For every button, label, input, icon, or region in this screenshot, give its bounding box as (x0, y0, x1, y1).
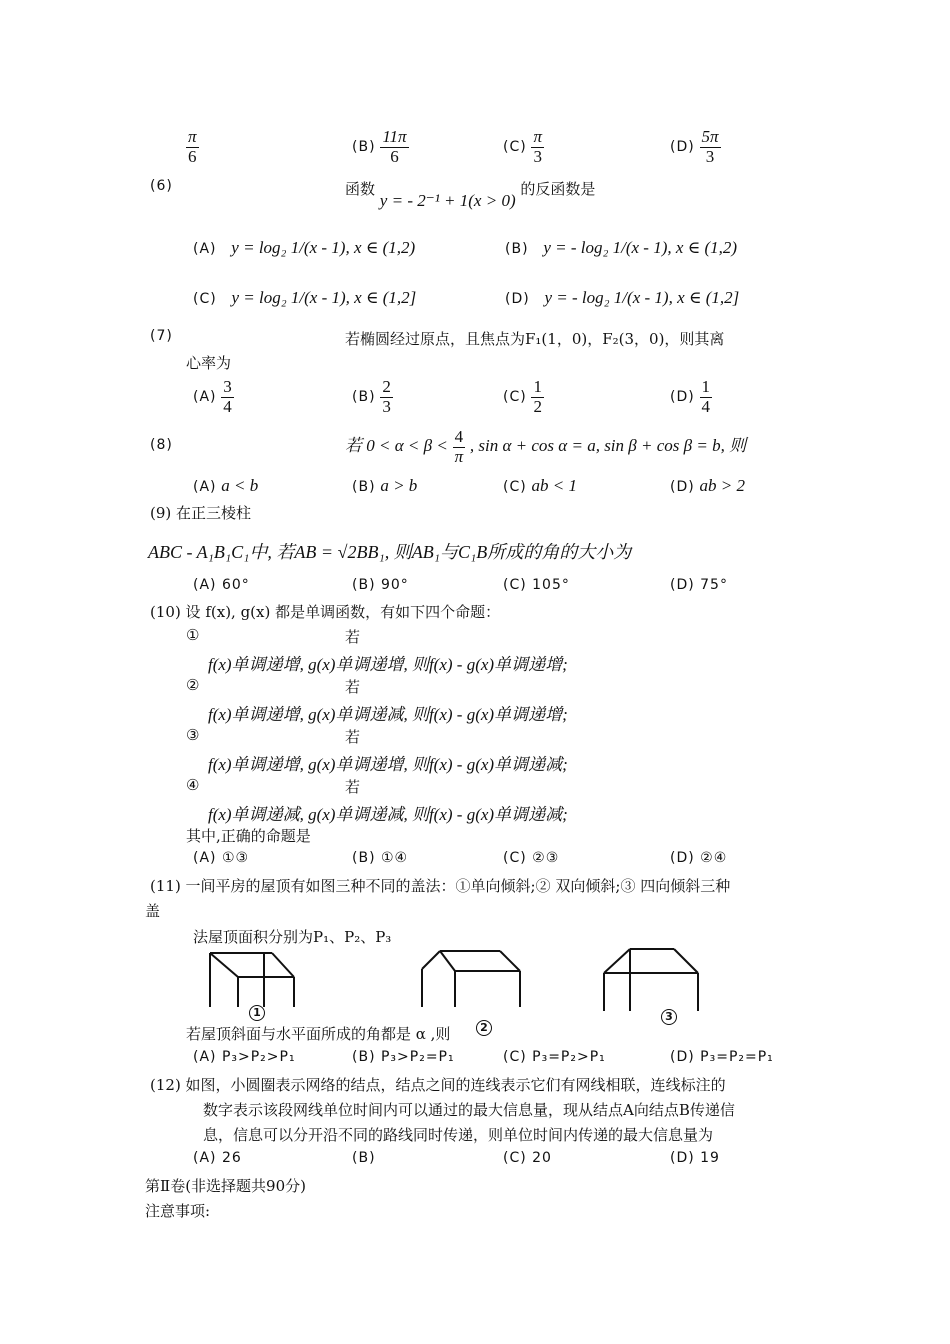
q11-option-d: (D) P₃=P₂=P₁ (670, 1049, 774, 1065)
q10-option-a: (A) ①③ (193, 850, 250, 866)
roof-figure-3 (604, 949, 698, 1011)
q11-option-b: (B) P₃>P₂=P₁ (352, 1049, 455, 1065)
q9-option-d: (D) 75° (670, 577, 728, 593)
roof-figure-3-label: 3 (661, 1009, 677, 1025)
q11-stem: (11) 一间平房的屋顶有如图三种不同的盖法：①单向倾斜;② 双向倾斜;③ 四向倾斜三种 (150, 877, 731, 895)
q6-option-d (505, 288, 739, 308)
q6-stem-math: y = - 2⁻¹ + 1(x > 0) (379, 191, 516, 210)
q10-option-d: (D) ②④ (670, 850, 728, 866)
q8-c-label: (C) (503, 479, 527, 495)
q5-option-b (352, 128, 409, 166)
q5-a-den: 6 (188, 146, 197, 166)
q8-number: (8) (150, 437, 173, 453)
q8-d-text: ab > 2 (699, 476, 745, 495)
q5-option-d-fraction (700, 128, 721, 166)
q10-item-2-mark: ② (186, 676, 200, 694)
q9-option-b: (B) 90° (352, 577, 409, 593)
q10-option-b: (B) ①④ (352, 850, 409, 866)
q9-option-a: (A) 60° (193, 577, 250, 593)
q6-d-text: y = - log₂ 1/(x - 1), x ∈ (1,2] (544, 288, 740, 307)
q8-frac-den: π (454, 446, 464, 466)
q7-c-den: 2 (533, 396, 542, 416)
q8-stem-post: , sin α + cos α = a, sin β + cos β = b, 则 (469, 436, 747, 456)
q7-b-num: 2 (382, 377, 391, 396)
q5-d-label: (D) (670, 139, 695, 156)
q8-a-label: (A) (193, 479, 217, 495)
q5-c-den: 3 (533, 146, 542, 166)
q7-option-d (670, 378, 712, 416)
q9-math: ABC - A₁B₁C₁中, 若AB = √2BB₁, 则AB₁与C₁B所成的角的大小为 (148, 542, 632, 562)
q7-a-den: 4 (223, 396, 232, 416)
roof-figure-1-label: 1 (249, 1005, 265, 1021)
q6-b-text: y = - log₂ 1/(x - 1), x ∈ (1,2) (543, 238, 738, 257)
q10-item-4-text: f(x)单调递减, g(x)单调递减, 则f(x) - g(x)单调递减; (208, 805, 568, 824)
roof-figure-2-label: 2 (476, 1020, 492, 1036)
q8-option-b (352, 476, 417, 496)
q7-number: (7) (150, 328, 173, 344)
q10-item-1-if: 若 (345, 628, 361, 646)
q5-d-den: 3 (705, 146, 715, 166)
q5-option-c-fraction (531, 128, 544, 166)
q6-stem-pre: 函数 (345, 180, 376, 198)
q10-item-2-text: f(x)单调递增, g(x)单调递减, 则f(x) - g(x)单调递增; (208, 705, 568, 724)
q6-d-label: (D) (505, 291, 530, 307)
q7-d-num: 1 (701, 377, 710, 396)
q8-d-label: (D) (670, 479, 695, 495)
q8-option-a (193, 476, 258, 496)
q6-a-label: (A) (193, 241, 217, 257)
q8-option-d (670, 476, 745, 496)
q6-option-a (193, 238, 415, 258)
q7-d-den: 4 (701, 396, 710, 416)
q8-b-label: (B) (352, 479, 376, 495)
q7-stem: 若椭圆经过原点，且焦点为F₁(1，0)，F₂(3，0)，则其离 (345, 330, 725, 348)
q12-option-d: (D) 19 (670, 1150, 720, 1166)
q10-stem: (10) 设 f(x), g(x) 都是单调函数，有如下四个命题： (150, 603, 501, 621)
q12-option-a: (A) 26 (193, 1150, 242, 1166)
roof-figure-1 (210, 953, 294, 1007)
q8-c-text: ab < 1 (531, 476, 577, 495)
q7-option-a (193, 378, 234, 416)
q7-b-label: (B) (352, 389, 376, 406)
q5-b-label: (B) (352, 139, 376, 156)
q7-c-label: (C) (503, 389, 527, 406)
q5-b-num: 11π (382, 127, 407, 146)
q5-b-den: 6 (390, 146, 399, 166)
q8-a-text: a < b (221, 476, 259, 495)
q7-option-b (352, 378, 393, 416)
q5-option-d (670, 128, 721, 166)
q12-line-2: 数字表示该段网线单位时间内可以通过的最大信息量，现从结点A向结点B传递信 (203, 1101, 735, 1119)
q8-stem-pre: 若 0 < α < β < (345, 436, 448, 456)
part2-notice: 注意事项: (145, 1202, 211, 1220)
q8-frac-num: 4 (454, 427, 464, 446)
q10-item-3-text: f(x)单调递增, g(x)单调递增, 则f(x) - g(x)单调递减; (208, 755, 568, 774)
q5-d-num: 5π (701, 127, 719, 146)
q6-option-b (505, 238, 737, 258)
q10-correct-prompt: 其中,正确的命题是 (186, 827, 311, 845)
q12-line-3: 息，信息可以分开沿不同的路线同时传递，则单位时间内传递的最大信息量为 (203, 1126, 714, 1144)
q11-stem-cont: 盖 (145, 902, 161, 920)
q9-number-stem: (9) 在正三棱柱 (150, 504, 252, 522)
q8-option-c (503, 476, 577, 496)
q5-c-label: (C) (503, 139, 527, 156)
q7-a-num: 3 (223, 377, 232, 396)
q5-a-num: π (188, 127, 197, 146)
q9-option-c: (C) 105° (503, 577, 570, 593)
q10-item-1-text: f(x)单调递增, g(x)单调递增, 则f(x) - g(x)单调递增; (208, 655, 568, 674)
q8-stem (345, 428, 746, 466)
q7-c-num: 1 (533, 377, 542, 396)
q5-c-num: π (533, 127, 543, 146)
q7-b-den: 3 (382, 396, 391, 416)
q6-option-c (193, 288, 416, 308)
q5-option-a-fraction (186, 128, 199, 166)
roof-figure-2 (422, 951, 520, 1007)
q10-item-4-mark: ④ (186, 776, 200, 794)
q10-item-1-mark: ① (186, 626, 200, 644)
q12-option-c: (C) 20 (503, 1150, 552, 1166)
q11-stem-cont2: 法屋顶面积分别为P₁、P₂、P₃ (193, 928, 392, 946)
q10-item-2-if: 若 (345, 678, 361, 696)
q7-option-c (503, 378, 544, 416)
q7-d-label: (D) (670, 389, 695, 406)
q5-option-c (503, 128, 544, 166)
q12-line-1: (12) 如图，小圆圈表示网络的结点，结点之间的连线表示它们有网线相联，连线标注的 (150, 1076, 726, 1094)
q7-a-label: (A) (193, 389, 217, 406)
q6-a-text: y = log₂ 1/(x - 1), x ∈ (1,2) (231, 238, 416, 257)
q5-option-b-fraction (380, 128, 408, 166)
q11-option-c: (C) P₃=P₂>P₁ (503, 1049, 606, 1065)
q6-stem (345, 178, 596, 210)
q11-option-a: (A) P₃>P₂>P₁ (193, 1049, 296, 1065)
q7-stem-cont: 心率为 (186, 354, 232, 372)
q8-b-text: a > b (380, 476, 418, 495)
part2-title: 第Ⅱ卷(非选择题共90分) (145, 1177, 306, 1195)
q10-item-4-if: 若 (345, 778, 361, 796)
q10-item-3-mark: ③ (186, 726, 200, 744)
q10-item-3-if: 若 (345, 728, 361, 746)
q5-option-a (186, 128, 199, 166)
q6-b-label: (B) (505, 241, 529, 257)
roof-figures (200, 945, 740, 1035)
q6-c-label: (C) (193, 291, 217, 307)
q10-option-c: (C) ②③ (503, 850, 560, 866)
q6-number: (6) (150, 178, 173, 194)
q6-stem-post: 的反函数是 (520, 180, 596, 198)
q11-after: 若屋顶斜面与水平面所成的角都是 α ,则 (186, 1025, 451, 1043)
q12-option-b: (B) (352, 1150, 376, 1166)
q6-c-text: y = log₂ 1/(x - 1), x ∈ (1,2] (231, 288, 417, 307)
